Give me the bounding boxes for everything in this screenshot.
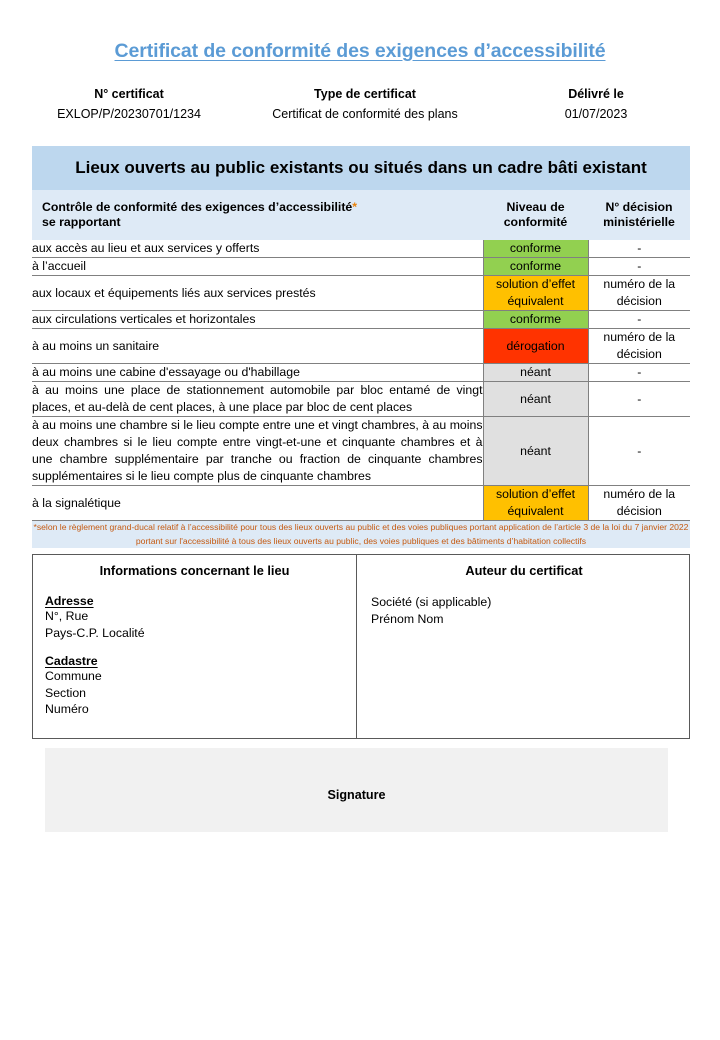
information-boxes	[32, 554, 690, 739]
row-description: aux accès au lieu et aux services y offerts	[32, 240, 483, 258]
row-description: aux locaux et équipements liés aux services prestés	[32, 276, 483, 311]
row-description: à la signalétique	[32, 486, 483, 521]
row-level-badge: solution d’effet équivalent	[483, 486, 588, 521]
row-decision: -	[588, 240, 690, 258]
meta-certificate-number	[24, 85, 234, 124]
row-description: à au moins une chambre si le lieu compte entre une et vingt chambres, à au moins deux chambres si le lieu compte entre vingt-et-une et cinquante chambres et à une chambre supplémentaire par tranche ou fraction de cinquante chambres supplémentaires si le lieu compte plus de cinquante chambres	[32, 417, 483, 486]
table-banner-row	[32, 146, 690, 190]
row-level-badge: conforme	[483, 240, 588, 258]
row-level-badge: néant	[483, 364, 588, 382]
column-header-description-line2: se rapportant	[42, 215, 121, 229]
column-header-decision-line2: ministérielle	[603, 215, 675, 229]
spacer	[45, 641, 344, 654]
column-header-decision	[588, 190, 690, 240]
place-information-heading: Informations concernant le lieu	[99, 563, 290, 578]
column-header-description-line1: Contrôle de conformité des exigences d’accessibilité	[42, 200, 353, 214]
table-footnote: *selon le règlement grand-ducal relatif à l’accessibilité pour tous des lieux ouverts au public et des voies publiques portant application de l’article 3 de la loi du 7 janvier 2022 portant sur l'accessibilité à tous des lieux ouverts au public, des voies publiques et des bâtiments d’habitation collectifs	[32, 521, 690, 549]
table-column-header-row	[32, 190, 690, 240]
place-information-box	[33, 555, 357, 738]
row-decision: -	[588, 417, 690, 486]
meta-issued-date	[496, 85, 696, 124]
compliance-table	[32, 146, 690, 548]
table-row	[32, 486, 690, 521]
issued-value: 01/07/2023	[564, 107, 628, 121]
table-footnote-row	[32, 521, 690, 549]
issued-label: Délivré le	[568, 87, 624, 101]
row-decision: -	[588, 364, 690, 382]
address-line-1: N°, Rue	[45, 609, 89, 623]
row-decision: -	[588, 258, 690, 276]
row-description: à au moins une place de stationnement automobile par bloc entamé de vingt places, et au-delà de cent places, à une place par bloc de cent places	[32, 382, 483, 417]
certificate-number-label: N° certificat	[94, 87, 164, 101]
row-level-badge: néant	[483, 382, 588, 417]
page-title: Certificat de conformité des exigences d’accessibilité	[114, 40, 606, 62]
signature-area	[45, 748, 668, 832]
author-line-1: Société (si applicable)	[371, 595, 492, 609]
certificate-meta-header	[24, 85, 696, 124]
row-description: à au moins un sanitaire	[32, 329, 483, 364]
certificate-type-value: Certificat de conformité des plans	[272, 107, 458, 121]
row-description: à au moins une cabine d'essayage ou d'habillage	[32, 364, 483, 382]
row-level-badge: dérogation	[483, 329, 588, 364]
row-decision: numéro de la décision	[588, 486, 690, 521]
author-line-2: Prénom Nom	[371, 611, 444, 626]
cadastre-line-1: Commune	[45, 669, 102, 683]
table-row	[32, 258, 690, 276]
row-decision: numéro de la décision	[588, 329, 690, 364]
cadastre-line-3: Numéro	[45, 702, 89, 716]
row-level-badge: solution d’effet équivalent	[483, 276, 588, 311]
cadastre-heading: Cadastre	[45, 654, 98, 668]
table-row	[32, 276, 690, 311]
table-row	[32, 364, 690, 382]
column-header-level-line2: conformité	[503, 215, 568, 229]
certificate-number-value: EXLOP/P/20230701/1234	[57, 107, 201, 121]
column-header-description	[32, 190, 483, 240]
row-decision: numéro de la décision	[588, 276, 690, 311]
row-level-badge: néant	[483, 417, 588, 486]
table-row	[32, 240, 690, 258]
column-header-decision-line1: N° décision	[605, 200, 673, 214]
compliance-table-wrapper	[32, 146, 690, 548]
address-line-2: Pays-C.P. Localité	[45, 625, 145, 640]
certificate-type-label: Type de certificat	[314, 87, 416, 101]
meta-certificate-type	[234, 85, 496, 124]
table-row	[32, 382, 690, 417]
table-banner-text: Lieux ouverts au public existants ou situés dans un cadre bâti existant	[32, 146, 690, 190]
column-header-level-line1: Niveau de	[506, 200, 565, 214]
row-decision: -	[588, 311, 690, 329]
table-row	[32, 311, 690, 329]
author-information-box	[357, 555, 689, 738]
cadastre-line-2: Section	[45, 685, 87, 700]
table-row	[32, 329, 690, 364]
signature-label: Signature	[327, 788, 386, 802]
column-header-level	[483, 190, 588, 240]
row-level-badge: conforme	[483, 258, 588, 276]
row-description: aux circulations verticales et horizontales	[32, 311, 483, 329]
row-decision: -	[588, 382, 690, 417]
table-row	[32, 417, 690, 486]
row-description: à l’accueil	[32, 258, 483, 276]
row-level-badge: conforme	[483, 311, 588, 329]
author-information-heading: Auteur du certificat	[465, 563, 583, 578]
footnote-asterisk: *	[352, 200, 358, 214]
address-heading: Adresse	[45, 594, 94, 608]
